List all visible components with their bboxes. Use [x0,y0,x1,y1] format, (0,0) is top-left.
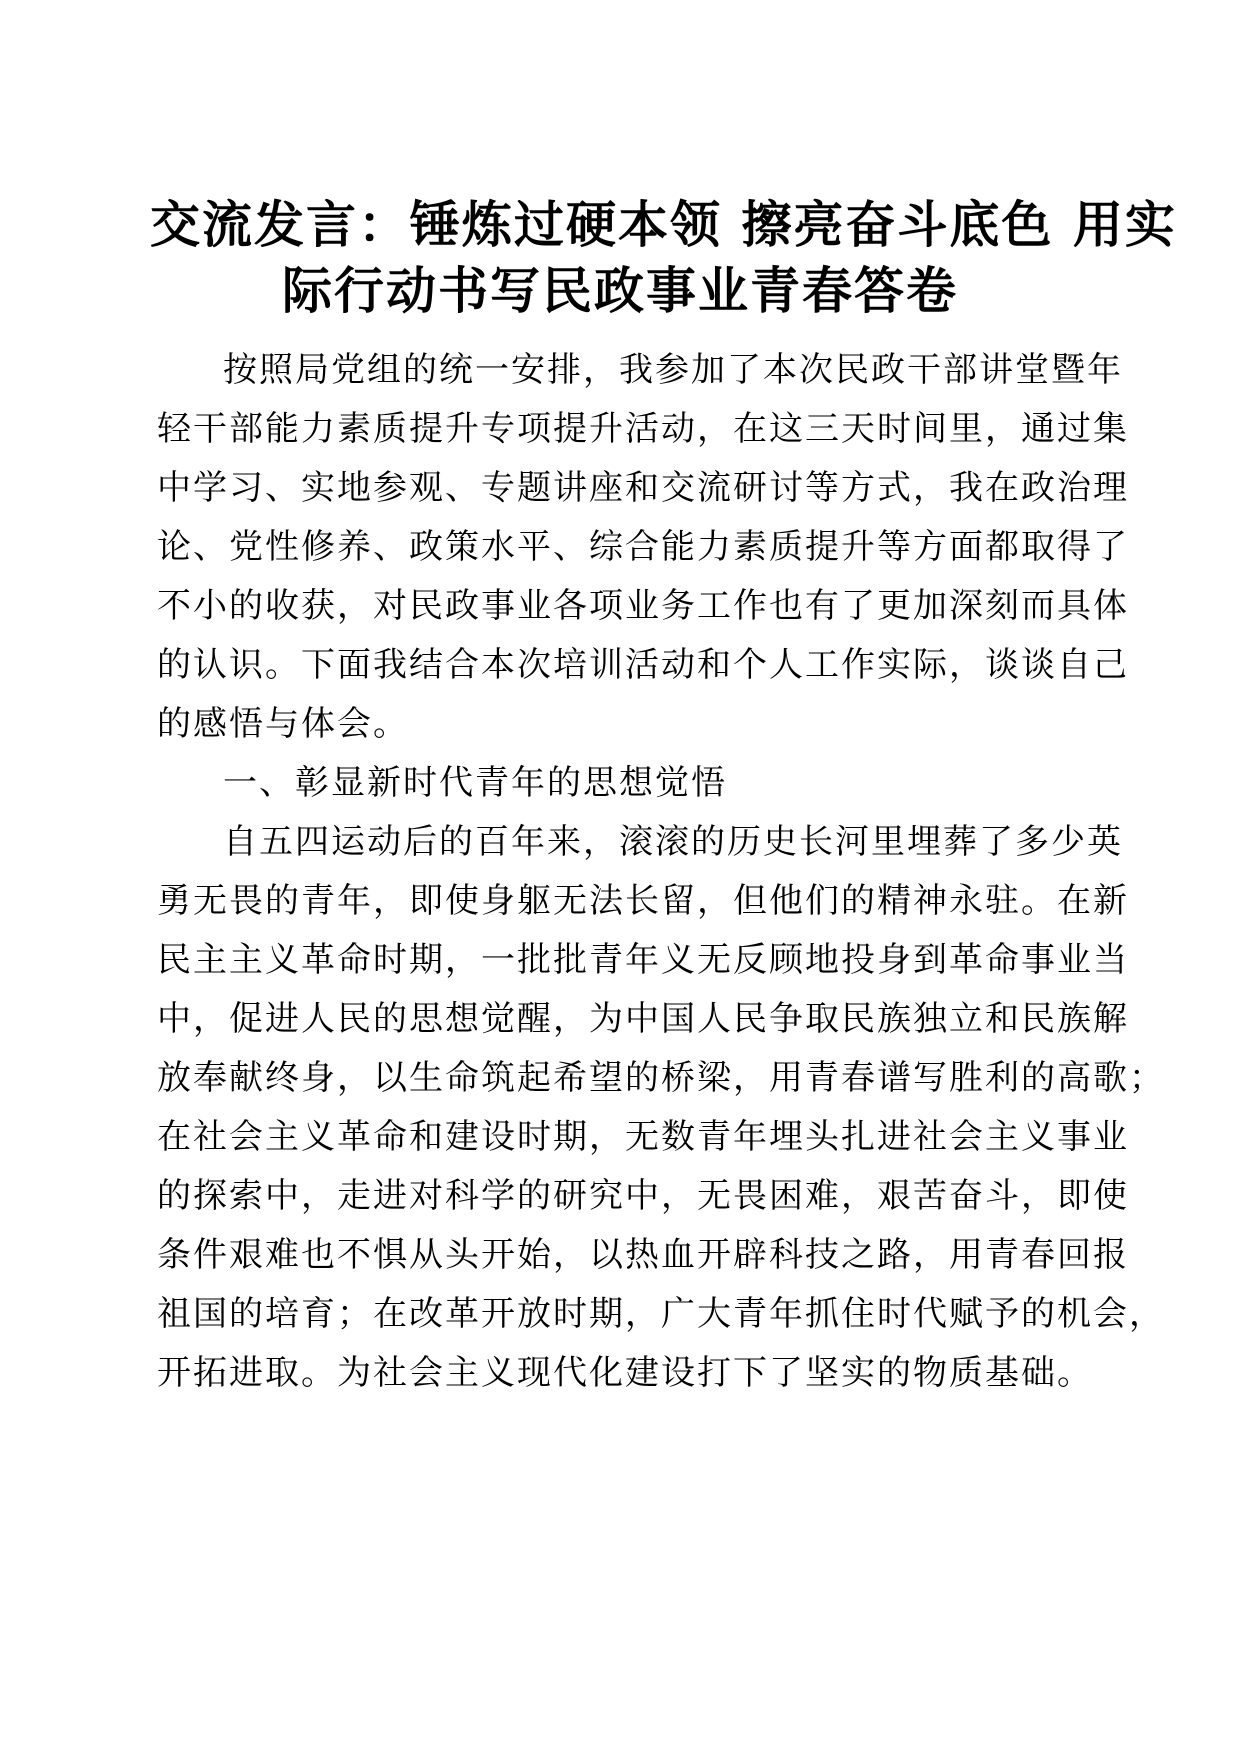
paragraph-1-line-4: 论、党性修养、政策水平、综合能力素质提升等方面都取得了 [157,527,1129,567]
paragraph-1-line-2: 轻干部能力素质提升专项提升活动，在这三天时间里，通过集 [157,409,1129,449]
paragraph-2-line-8: 条件艰难也不惧从头开始，以热血开辟科技之路，用青春回报 [157,1235,1129,1275]
paragraph-1-line-7: 的感悟与体会。 [157,704,409,744]
paragraph-2-line-4: 中，促进人民的思想觉醒，为中国人民争取民族独立和民族解 [157,999,1129,1039]
paragraph-1-line-6: 的认识。下面我结合本次培训活动和个人工作实际，谈谈自己 [157,645,1129,685]
paragraph-2-line-1: 自五四运动后的百年来，滚滚的历史长河里埋葬了多少英 [223,822,1123,862]
paragraph-1-line-5: 不小的收获，对民政事业各项业务工作也有了更加深刻而具体 [157,586,1129,626]
paragraph-2-line-9: 祖国的培育；在改革开放时期，广大青年抓住时代赋予的机会， [157,1294,1165,1334]
paragraph-1-line-3: 中学习、实地参观、专题讲座和交流研讨等方式，我在政治理 [157,468,1129,508]
paragraph-1-line-1: 按照局党组的统一安排，我参加了本次民政干部讲堂暨年 [223,350,1123,390]
paragraph-2-line-7: 的探索中，走进对科学的研究中，无畏困难，艰苦奋斗，即使 [157,1176,1129,1216]
document-title-line-2: 际行动书写民政事业青春答卷 [282,262,958,320]
section-heading-1: 一、彰显新时代青年的思想觉悟 [223,763,727,803]
paragraph-2-line-5: 放奉献终身，以生命筑起希望的桥梁，用青春谱写胜利的高歌； [157,1058,1165,1098]
paragraph-2-line-6: 在社会主义革命和建设时期，无数青年埋头扎进社会主义事业 [157,1117,1129,1157]
paragraph-2-line-10: 开拓进取。为社会主义现代化建设打下了坚实的物质基础。 [157,1353,1093,1393]
document-title-line-1: 交流发言：锤炼过硬本领 擦亮奋斗底色 用实 [150,196,1177,254]
paragraph-2-line-2: 勇无畏的青年，即使身躯无法长留，但他们的精神永驻。在新 [157,881,1129,921]
paragraph-2-line-3: 民主主义革命时期，一批批青年义无反顾地投身到革命事业当 [157,940,1129,980]
